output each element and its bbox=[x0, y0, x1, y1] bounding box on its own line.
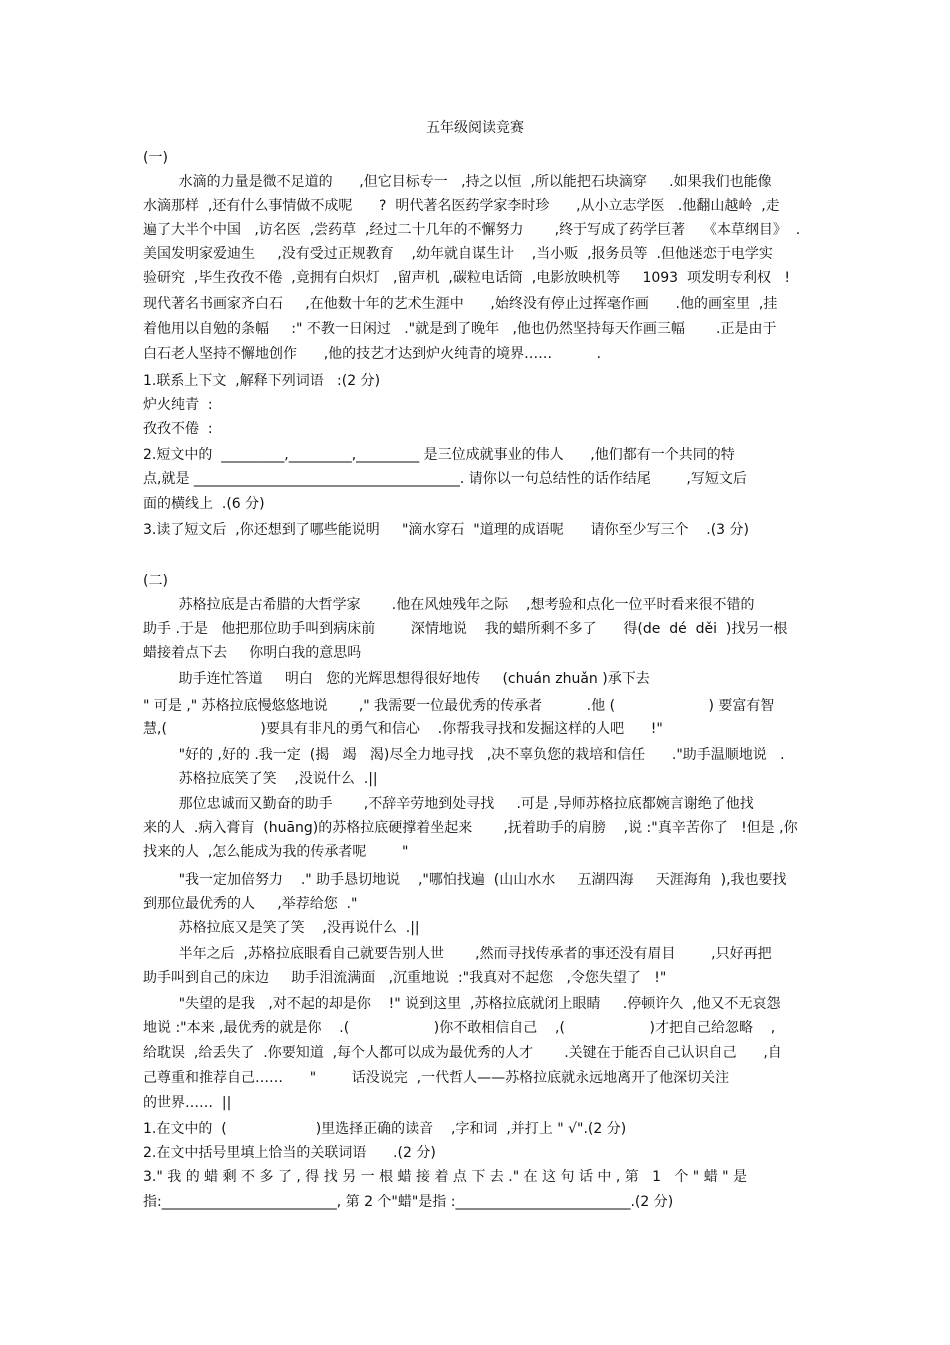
text-line: 到那位最优秀的人 ,举荐给您 ." bbox=[143, 896, 358, 912]
text-line: 白石老人坚持不懈地创作 ,他的技艺才达到炉火纯青的境界…… . bbox=[143, 346, 602, 362]
question-line: 指:_________________________, 第 2 个"蜡"是指 :_________________________.(2 分) bbox=[143, 1194, 674, 1210]
text-line: 着他用以自勉的条幅 :" 不教一日闲过 ."就是到了晚年 ,他也仍然坚持每天作画三幅 .正是由于 bbox=[143, 321, 777, 337]
text-line: 慧,( )要具有非凡的勇气和信心 .你帮我寻找和发掘这样的人吧 !" bbox=[143, 721, 663, 737]
text-line: 那位忠诚而又勤奋的助手 ,不辞辛劳地到处寻找 .可是 ,导师苏格拉底都婉言谢绝了他找 bbox=[143, 796, 754, 812]
question-line: 孜孜不倦 : bbox=[143, 421, 213, 437]
text-line: 遍了大半个中国 ,访名医 ,尝药草 ,经过二十几年的不懈努力 ,终于写成了药学巨著 《本草纲目》 . bbox=[143, 222, 801, 238]
text-line: 水滴的力量是微不足道的 ,但它目标专一 ,持之以恒 ,所以能把石块滴穿 .如果我们也能像 bbox=[143, 174, 772, 190]
text-line: 验研究 ,毕生孜孜不倦 ,竟拥有白炽灯 ,留声机 ,碳粒电话筒 ,电影放映机等 1093 项发明专利权 ! bbox=[143, 270, 790, 286]
section-heading: (一) bbox=[143, 150, 168, 166]
section-heading: (二) bbox=[143, 573, 168, 589]
text-line: "失望的是我 ,对不起的却是你 !" 说到这里 ,苏格拉底就闭上眼睛 .停顿许久 ,他又不无哀怨 bbox=[143, 996, 781, 1012]
question-line: 3.读了短文后 ,你还想到了哪些能说明 "滴水穿石 "道理的成语呢 请你至少写三个 .(3 分) bbox=[143, 522, 749, 538]
text-line: 苏格拉底笑了笑 ,没说什么 .|| bbox=[143, 771, 378, 787]
text-line: 助手叫到自己的床边 助手泪流满面 ,沉重地说 :"我真对不起您 ,令您失望了 !" bbox=[143, 970, 667, 986]
text-line: 半年之后 ,苏格拉底眼看自己就要告别人世 ,然而寻找传承者的事还没有眉目 ,只好再把 bbox=[143, 946, 772, 962]
text-line: 蜡接着点下去 你明白我的意思吗 bbox=[143, 645, 362, 661]
text-line: " 可是 ," 苏格拉底慢悠悠地说 ," 我需要一位最优秀的传承者 .他 ( ) 要富有智 bbox=[143, 698, 775, 714]
text-line: 苏格拉底又是笑了笑 ,没再说什么 .|| bbox=[143, 920, 420, 936]
text-line: 现代著名书画家齐白石 ,在他数十年的艺术生涯中 ,始终没有停止过挥毫作画 .他的画室里 ,挂 bbox=[143, 296, 778, 312]
text-line: 的世界…… || bbox=[143, 1095, 232, 1111]
question-line: 点,就是 ______________________________________. 请你以一句总结性的话作结尾 ,写短文后 bbox=[143, 471, 747, 487]
text-line: 美国发明家爱迪生 ,没有受过正规教育 ,幼年就自谋生计 ,当小贩 ,报务员等 .但他迷恋于电学实 bbox=[143, 246, 773, 262]
question-line: 1.在文中的 ( )里选择正确的读音 ,字和词 ,并打上 " √".(2 分) bbox=[143, 1121, 627, 1137]
text-line: 地说 :"本来 ,最优秀的就是你 .( )你不敢相信自己 ,( )才把自己给忽略 , bbox=[143, 1020, 776, 1036]
question-line: 炉火纯青 : bbox=[143, 397, 213, 413]
text-line: 水滴那样 ,还有什么事情做不成呢 ? 明代著名医药学家李时珍 ,从小立志学医 .他翻山越岭 ,走 bbox=[143, 198, 780, 214]
text-line: 助手 .于是 他把那位助手叫到病床前 深情地说 我的蜡所剩不多了 得(de dé děi )找另一根 bbox=[143, 621, 788, 637]
text-line: 助手连忙答道 明白 您的光辉思想得很好地传 (chuán zhuǎn )承下去 bbox=[143, 671, 650, 687]
text-line: 苏格拉底是古希腊的大哲学家 .他在风烛残年之际 ,想考验和点化一位平时看来很不错的 bbox=[143, 597, 755, 613]
question-line: 1.联系上下文 ,解释下列词语 :(2 分) bbox=[143, 373, 381, 389]
text-line: 己尊重和推荐自己…… " 话没说完 ,一代哲人——苏格拉底就永远地离开了他深切关注 bbox=[143, 1070, 730, 1086]
question-line: 面的横线上 .(6 分) bbox=[143, 496, 265, 512]
text-line: "我一定加倍努力 ." 助手恳切地说 ,"哪怕找遍 (山山水水 五湖四海 天涯海角 ),我也要找 bbox=[143, 872, 787, 888]
text-line: "好的 ,好的 .我一定 (揭 竭 渴)尽全力地寻找 ,决不辜负您的栽培和信任 ."助手温顺地说 . bbox=[143, 747, 785, 763]
text-line: 来的人 .病入膏肓 (huāng)的苏格拉底硬撑着坐起来 ,抚着助手的肩膀 ,说 :"真辛苦你了 !但是 ,你 bbox=[143, 820, 798, 836]
question-line: 2.在文中括号里填上恰当的关联词语 .(2 分) bbox=[143, 1145, 436, 1161]
text-line: 找来的人 ,怎么能成为我的传承者呢 " bbox=[143, 844, 409, 860]
page-title: 五年级阅读竞赛 bbox=[426, 120, 524, 136]
question-line: 3." 我 的 蜡 剩 不 多 了 , 得 找 另 一 根 蜡 接 着 点 下 去 ." 在 这 句 话 中 , 第 1 个 " 蜡 " 是 bbox=[143, 1169, 748, 1185]
text-line: 给耽误 ,给丢失了 .你要知道 ,每个人都可以成为最优秀的人才 .关键在于能否自己认识自己 ,自 bbox=[143, 1045, 782, 1061]
question-line: 2.短文中的 _________,_________,_________ 是三位成就事业的伟人 ,他们都有一个共同的特 bbox=[143, 447, 735, 463]
